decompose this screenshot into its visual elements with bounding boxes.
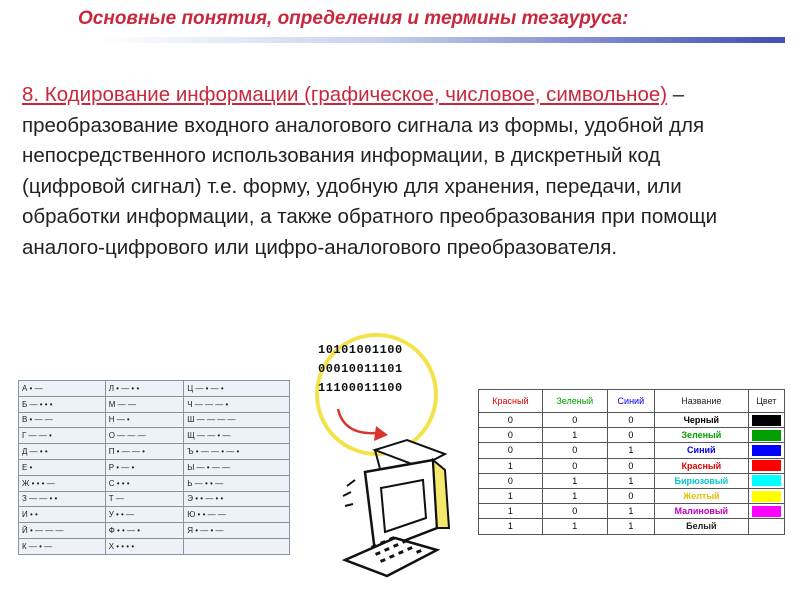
- color-swatch: [748, 519, 784, 534]
- morse-cell: Н — •: [105, 412, 184, 428]
- morse-row: [19, 491, 290, 507]
- morse-cell: О — — —: [105, 428, 184, 444]
- color-table-header: Цвет: [748, 390, 784, 413]
- definition-paragraph: [22, 80, 742, 263]
- morse-row: [19, 459, 290, 475]
- color-table-row: [479, 413, 785, 428]
- slide-title: Основные понятия, определения и термины тезауруса:: [78, 8, 629, 29]
- color-value-cell: 0: [479, 443, 543, 458]
- morse-row: [19, 396, 290, 412]
- color-value-cell: 1: [479, 488, 543, 503]
- color-swatch-fill: [752, 491, 781, 502]
- color-name-cell: Бирюзовый: [654, 473, 748, 488]
- color-value-cell: 1: [542, 519, 607, 534]
- binary-line: 11100011100: [318, 381, 403, 395]
- morse-cell: Ю • • — —: [184, 507, 290, 523]
- color-value-cell: 0: [479, 413, 543, 428]
- color-value-cell: 1: [542, 473, 607, 488]
- color-table-header: Красный: [479, 390, 543, 413]
- color-swatch-fill: [752, 460, 781, 471]
- color-swatch: [748, 473, 784, 488]
- morse-cell: Ч — — — •: [184, 396, 290, 412]
- morse-cell: Я • — • —: [184, 523, 290, 539]
- color-name-cell: Синий: [654, 443, 748, 458]
- morse-cell: Ъ • — — • — •: [184, 444, 290, 460]
- morse-cell: Б — • • •: [19, 396, 106, 412]
- morse-cell: Д — • •: [19, 444, 106, 460]
- color-swatch: [748, 443, 784, 458]
- color-table-header: Синий: [607, 390, 654, 413]
- color-name-cell: Желтый: [654, 488, 748, 503]
- morse-row: [19, 428, 290, 444]
- morse-cell: У • • —: [105, 507, 184, 523]
- morse-code-table: [18, 380, 290, 555]
- color-value-cell: 1: [607, 473, 654, 488]
- color-table-row: [479, 428, 785, 443]
- definition-body: – преобразование входного аналогового сигнала из формы, удобной для непосредственного использования информации, в дискретный код (цифровой сигнал) т.е. форму, удобную для хранения, передачи, или обработки информации, а также обратного преобразования при помощи аналого-цифрового или цифро-аналогового преобразователя.: [22, 83, 718, 259]
- color-swatch-fill: [752, 415, 781, 426]
- morse-cell: Ф • • — •: [105, 523, 184, 539]
- morse-row: [19, 507, 290, 523]
- morse-cell: Щ — — • —: [184, 428, 290, 444]
- color-swatch: [748, 504, 784, 519]
- morse-cell: Л • — • •: [105, 381, 184, 397]
- color-name-cell: Белый: [654, 519, 748, 534]
- color-table-header: Зеленый: [542, 390, 607, 413]
- morse-cell: Ж • • • —: [19, 475, 106, 491]
- morse-cell: И • •: [19, 507, 106, 523]
- color-swatch-fill: [752, 475, 781, 486]
- morse-cell: М — —: [105, 396, 184, 412]
- morse-row: [19, 475, 290, 491]
- morse-row: [19, 523, 290, 539]
- morse-cell: Ц — • — •: [184, 381, 290, 397]
- color-value-cell: 0: [607, 413, 654, 428]
- morse-cell: Х • • • •: [105, 538, 184, 554]
- color-value-cell: 0: [542, 443, 607, 458]
- morse-cell: Й • — — —: [19, 523, 106, 539]
- color-value-cell: 0: [607, 488, 654, 503]
- morse-row: [19, 412, 290, 428]
- color-table-row: [479, 519, 785, 534]
- color-name-cell: Малиновый: [654, 504, 748, 519]
- morse-row: [19, 444, 290, 460]
- color-value-cell: 1: [607, 443, 654, 458]
- morse-cell: А • —: [19, 381, 106, 397]
- color-value-cell: 0: [542, 504, 607, 519]
- morse-cell: Ш — — — —: [184, 412, 290, 428]
- color-value-cell: 0: [479, 473, 543, 488]
- color-value-cell: 1: [542, 428, 607, 443]
- computer-illustration-icon: [325, 420, 455, 580]
- color-table-row: [479, 504, 785, 519]
- color-value-cell: 0: [607, 458, 654, 473]
- color-value-cell: 0: [607, 428, 654, 443]
- definition-term: 8. Кодирование информации (графическое, числовое, символьное): [22, 83, 668, 106]
- color-value-cell: 1: [607, 504, 654, 519]
- color-name-cell: Красный: [654, 458, 748, 473]
- title-underline: [100, 37, 785, 43]
- color-swatch-fill: [752, 445, 781, 456]
- color-value-cell: 1: [479, 519, 543, 534]
- morse-cell: Е •: [19, 459, 106, 475]
- color-value-cell: 0: [542, 413, 607, 428]
- morse-cell: [184, 538, 290, 554]
- color-swatch: [748, 488, 784, 503]
- binary-line: 00010011101: [318, 362, 403, 376]
- morse-cell: П • — — •: [105, 444, 184, 460]
- color-table-row: [479, 443, 785, 458]
- binary-line: 10101001100: [318, 343, 403, 357]
- morse-cell: Т —: [105, 491, 184, 507]
- color-swatch: [748, 413, 784, 428]
- color-value-cell: 0: [542, 458, 607, 473]
- color-swatch: [748, 428, 784, 443]
- morse-cell: Э • • — • •: [184, 491, 290, 507]
- binary-code: [318, 341, 403, 398]
- color-table-row: [479, 458, 785, 473]
- morse-cell: Р • — •: [105, 459, 184, 475]
- morse-cell: Ь — • • —: [184, 475, 290, 491]
- color-value-cell: 1: [542, 488, 607, 503]
- morse-cell: Ы — • — —: [184, 459, 290, 475]
- color-value-cell: 0: [479, 428, 543, 443]
- color-table-row: [479, 473, 785, 488]
- color-value-cell: 1: [479, 458, 543, 473]
- color-swatch-fill: [752, 506, 781, 517]
- morse-cell: С • • •: [105, 475, 184, 491]
- morse-cell: К — • —: [19, 538, 106, 554]
- color-swatch-fill: [752, 521, 781, 532]
- color-name-cell: Зеленый: [654, 428, 748, 443]
- morse-row: [19, 538, 290, 554]
- color-value-cell: 1: [607, 519, 654, 534]
- morse-cell: Г — — •: [19, 428, 106, 444]
- color-value-cell: 1: [479, 504, 543, 519]
- color-swatch: [748, 458, 784, 473]
- color-table-row: [479, 488, 785, 503]
- morse-row: [19, 381, 290, 397]
- morse-cell: В • — —: [19, 412, 106, 428]
- color-name-cell: Черный: [654, 413, 748, 428]
- color-swatch-fill: [752, 430, 781, 441]
- rgb-color-table: [478, 389, 785, 535]
- morse-cell: З — — • •: [19, 491, 106, 507]
- color-table-header: Название: [654, 390, 748, 413]
